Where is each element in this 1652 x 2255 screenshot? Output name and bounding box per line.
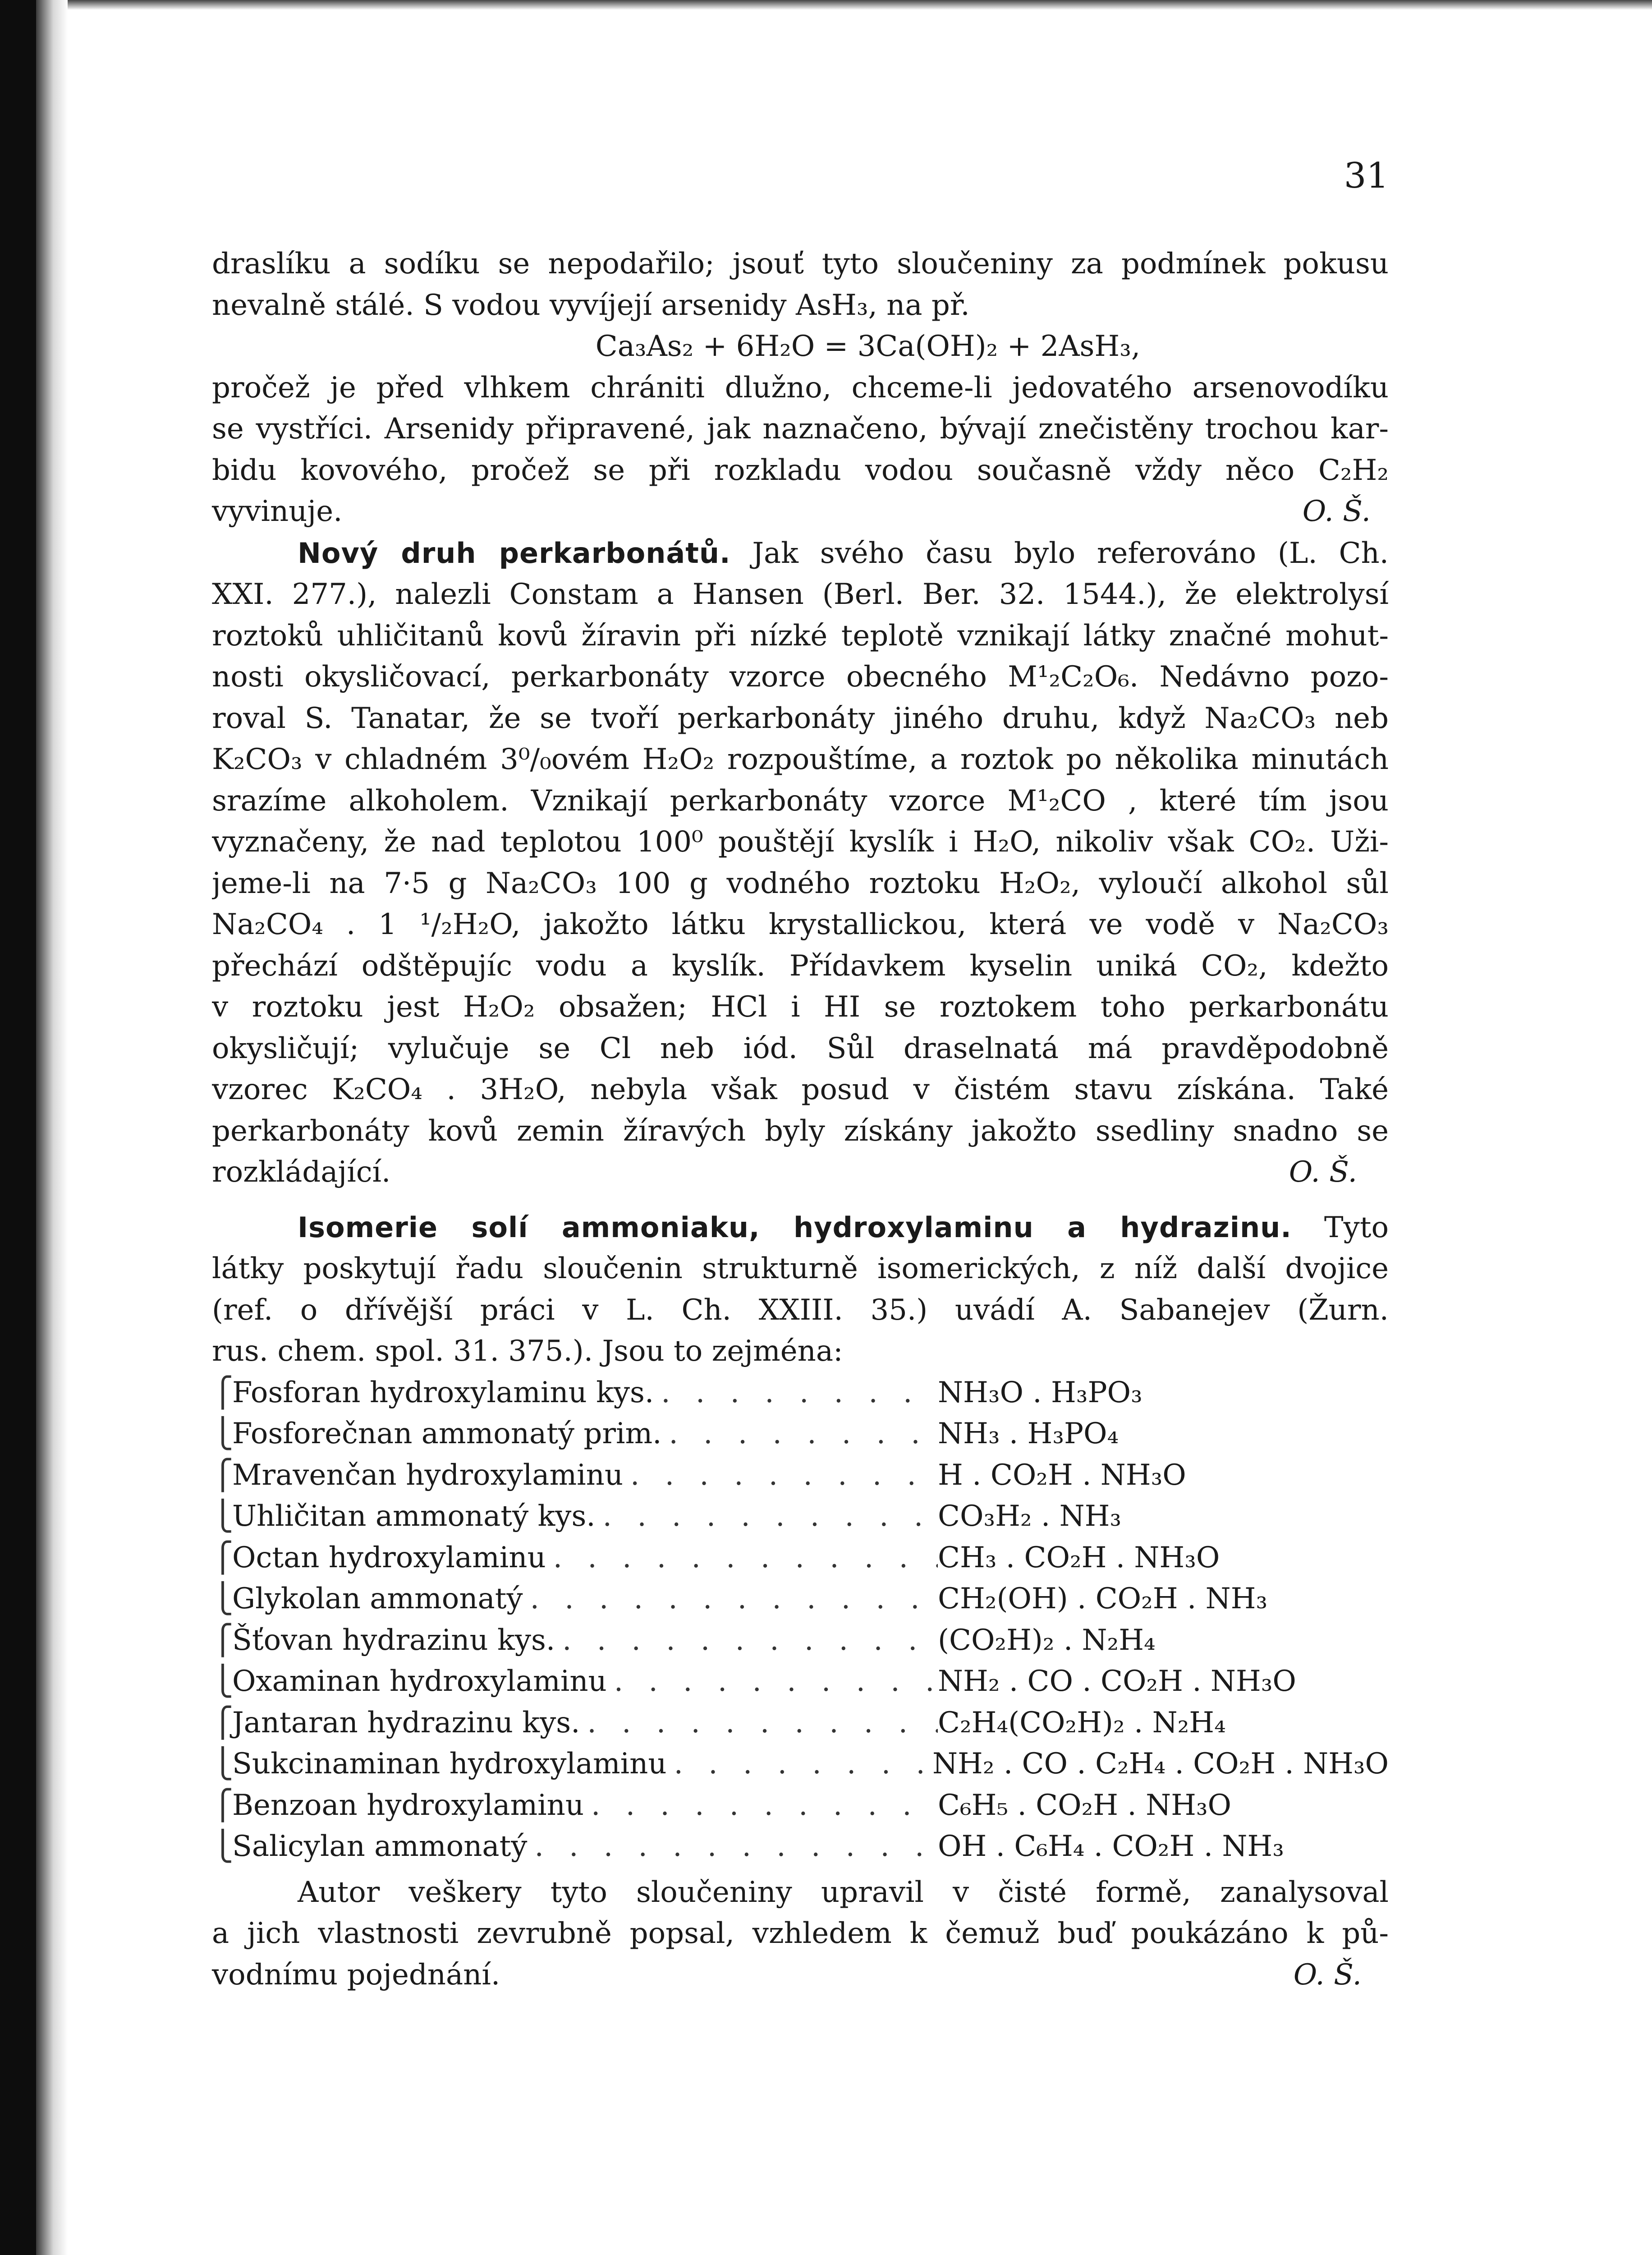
compound-formula: OH . C₆H₄ . CO₂H . NH₃: [938, 1830, 1284, 1863]
brace-mark: ⎩: [212, 1500, 234, 1533]
signature: O. Š.: [1302, 495, 1371, 528]
list-item: [212, 1661, 1389, 1703]
text-line: vyvinuje.: [212, 495, 343, 528]
brace-mark: ⎩: [212, 1665, 234, 1698]
dot-leader: [580, 1703, 938, 1744]
text-line: K₂CO₃ v chladném 3⁰/₀ovém H₂O₂ rozpouštíme, a roztok po několika minutách: [212, 743, 1389, 776]
text-line: rozkládající.: [212, 1155, 391, 1189]
text-line: vyznačeny, že nad teplotou 100⁰ pouštějí kyslík i H₂O, nikoliv však CO₂. Uži-: [212, 825, 1389, 859]
text-line: a jich vlastnosti zevrubně popsal, vzhledem k čemuž buď poukázáno k pů-: [212, 1917, 1389, 1950]
signature: O. Š.: [1293, 1958, 1362, 1992]
section-first-line: [212, 533, 1389, 575]
list-item: [212, 1703, 1389, 1744]
compound-formula: NH₂ . CO . CO₂H . NH₃O: [938, 1665, 1296, 1698]
dot-leader: [584, 1785, 938, 1827]
text-line: srazíme alkoholem. Vznikají perkarbonáty vzorce M¹₂CO , které tím jsou: [212, 784, 1389, 818]
line-with-signature: [212, 491, 1389, 533]
dot-leader: [523, 1578, 938, 1620]
dot-leader: [546, 1537, 938, 1579]
scan-border-left: [0, 0, 36, 2255]
brace-mark: ⎩: [212, 1830, 234, 1863]
text-line: vodnímu pojednání.: [212, 1958, 500, 1992]
compound-formula: H . CO₂H . NH₃O: [938, 1458, 1186, 1492]
list-item: [212, 1496, 1389, 1537]
text-line: draslíku a sodíku se nepodařilo; jsouť tyto sloučeniny za podmínek pokusu: [212, 247, 1389, 281]
text-line: nevalně stálé. S vodou vyvíjejí arsenidy AsH₃, na př.: [212, 288, 970, 322]
text-line: v roztoku jest H₂O₂ obsažen; HCl i HI se roztokem toho perkarbonátu: [212, 990, 1389, 1024]
compound-formula: NH₂ . CO . C₂H₄ . CO₂H . NH₃O: [932, 1747, 1389, 1781]
compound-name: Oxaminan hydroxylaminu: [232, 1665, 607, 1698]
dot-leader: [607, 1661, 938, 1703]
compound-name: Šťovan hydrazinu kys.: [232, 1623, 555, 1657]
dot-leader: [527, 1826, 938, 1868]
brace-mark: ⎧: [212, 1376, 234, 1409]
compound-formula: NH₃ . H₃PO₄: [938, 1417, 1119, 1450]
text-line: bidu kovového, pročež se při rozkladu vodou současně vždy něco C₂H₂: [212, 453, 1389, 487]
brace-mark: ⎧: [212, 1458, 234, 1492]
compound-formula: C₂H₄(CO₂H)₂ . N₂H₄: [938, 1706, 1226, 1740]
section-first-line: [212, 1207, 1389, 1249]
closing-paragraph: [212, 1872, 1389, 1996]
scan-border-shadow: [36, 0, 68, 2255]
text-line: nosti okysličovací, perkarbonáty vzorce obecného M¹₂C₂O₆. Nedávno pozo-: [212, 660, 1389, 694]
section-heading: Nový druh perkarbonátů.: [298, 536, 731, 570]
text-line: (ref. o dřívější práci v L. Ch. XXIII. 35.) uvádí A. Sabanejev (Žurn.: [212, 1293, 1389, 1327]
list-item: [212, 1455, 1389, 1496]
compound-list: [212, 1372, 1389, 1868]
equation: Ca₃As₂ + 6H₂O = 3Ca(OH)₂ + 2AsH₃,: [595, 330, 1141, 363]
brace-mark: ⎩: [212, 1747, 234, 1781]
text-line: jeme-li na 7·5 g Na₂CO₃ 100 g vodného roztoku H₂O₂, vyloučí alkohol sůl: [212, 866, 1389, 900]
text-line: látky poskytují řadu sloučenin strukturně isomerických, z níž další dvojice: [212, 1252, 1389, 1285]
compound-name: Octan hydroxylaminu: [232, 1541, 546, 1574]
section-perkarbonaty: [212, 533, 1389, 1193]
scan-border-top: [68, 0, 1652, 10]
brace-mark: ⎧: [212, 1541, 234, 1574]
compound-name: Fosforan hydroxylaminu kys.: [232, 1376, 654, 1409]
text-line: perkarbonáty kovů zemin žíravých byly získány jakožto ssedliny snadno se: [212, 1114, 1389, 1148]
compound-formula: C₆H₅ . CO₂H . NH₃O: [938, 1788, 1231, 1822]
line-with-signature: [212, 1955, 1389, 1996]
list-item: [212, 1744, 1389, 1785]
dot-leader: [667, 1744, 932, 1785]
page-number: 31: [1344, 156, 1389, 196]
compound-formula: CO₃H₂ . NH₃: [938, 1500, 1122, 1533]
text-line: Na₂CO₄ . 1 ¹/₂H₂O, jakožto látku krystallickou, která ve vodě v Na₂CO₃: [212, 908, 1389, 941]
dot-leader: [623, 1455, 938, 1496]
text-line: se vystříci. Arsenidy připravené, jak naznačeno, bývají znečistěny trochou kar-: [212, 412, 1389, 446]
compound-name: Glykolan ammonatý: [232, 1582, 523, 1615]
list-item: [212, 1537, 1389, 1579]
compound-name: Mravenčan hydroxylaminu: [232, 1458, 624, 1492]
brace-mark: ⎩: [212, 1582, 234, 1615]
intro-paragraph: [212, 244, 1389, 533]
signature: O. Š.: [1289, 1155, 1357, 1189]
text-line: roval S. Tanatar, že se tvoří perkarbonáty jiného druhu, když Na₂CO₃ neb: [212, 701, 1389, 735]
brace-mark: ⎧: [212, 1623, 234, 1657]
dot-leader: [555, 1620, 938, 1661]
text-fragment: Tyto: [1324, 1210, 1389, 1244]
text-line: okysličují; vylučuje se Cl neb iód. Sůl draselnatá má pravděpodobně: [212, 1031, 1389, 1065]
compound-name: Sukcinaminan hydroxylaminu: [232, 1747, 667, 1781]
compound-formula: (CO₂H)₂ . N₂H₄: [938, 1623, 1156, 1657]
list-item: [212, 1785, 1389, 1827]
section-isomerie: [212, 1207, 1389, 1996]
section-heading: Isomerie solí ammoniaku, hydroxylaminu a hydrazinu.: [298, 1210, 1292, 1244]
brace-mark: ⎧: [212, 1706, 234, 1740]
dot-leader: [596, 1496, 938, 1537]
dot-leader: [654, 1372, 938, 1414]
page-content: [212, 244, 1389, 1996]
compound-formula: CH₃ . CO₂H . NH₃O: [938, 1541, 1220, 1574]
text-line: Autor veškery tyto sloučeniny upravil v čisté formě, zanalysoval: [298, 1875, 1389, 1909]
compound-formula: CH₂(OH) . CO₂H . NH₃: [938, 1582, 1268, 1615]
compound-formula: NH₃O . H₃PO₃: [938, 1376, 1143, 1409]
text-line: roztoků uhličitanů kovů žíravin při nízké teplotě vznikají látky značné mohut-: [212, 619, 1389, 653]
list-item: [212, 1413, 1389, 1455]
brace-mark: ⎩: [212, 1417, 234, 1450]
line-with-signature: [212, 1152, 1389, 1193]
list-item: [212, 1826, 1389, 1868]
dot-leader: [661, 1413, 938, 1455]
list-item: [212, 1372, 1389, 1414]
list-item: [212, 1620, 1389, 1661]
text-fragment: Jak svého času bylo referováno (L. Ch.: [752, 536, 1389, 570]
list-item: [212, 1578, 1389, 1620]
compound-name: Uhličitan ammonatý kys.: [232, 1500, 596, 1533]
brace-mark: ⎧: [212, 1788, 234, 1822]
text-line: pročež je před vlhkem chrániti dlužno, chceme-li jedovatého arsenovodíku: [212, 371, 1389, 405]
text-line: XXI. 277.), nalezli Constam a Hansen (Berl. Ber. 32. 1544.), že elektrolysí: [212, 578, 1389, 611]
compound-name: Fosforečnan ammonatý prim.: [232, 1417, 662, 1450]
compound-name: Salicylan ammonatý: [232, 1830, 528, 1863]
compound-name: Benzoan hydroxylaminu: [232, 1788, 584, 1822]
text-line: rus. chem. spol. 31. 375.). Jsou to zejména:: [212, 1335, 843, 1368]
text-line: vzorec K₂CO₄ . 3H₂O, nebyla však posud v čistém stavu získána. Také: [212, 1073, 1389, 1106]
text-line: přechází odštěpujíc vodu a kyslík. Přídavkem kyselin uniká CO₂, kdežto: [212, 949, 1389, 983]
compound-name: Jantaran hydrazinu kys.: [232, 1706, 580, 1740]
